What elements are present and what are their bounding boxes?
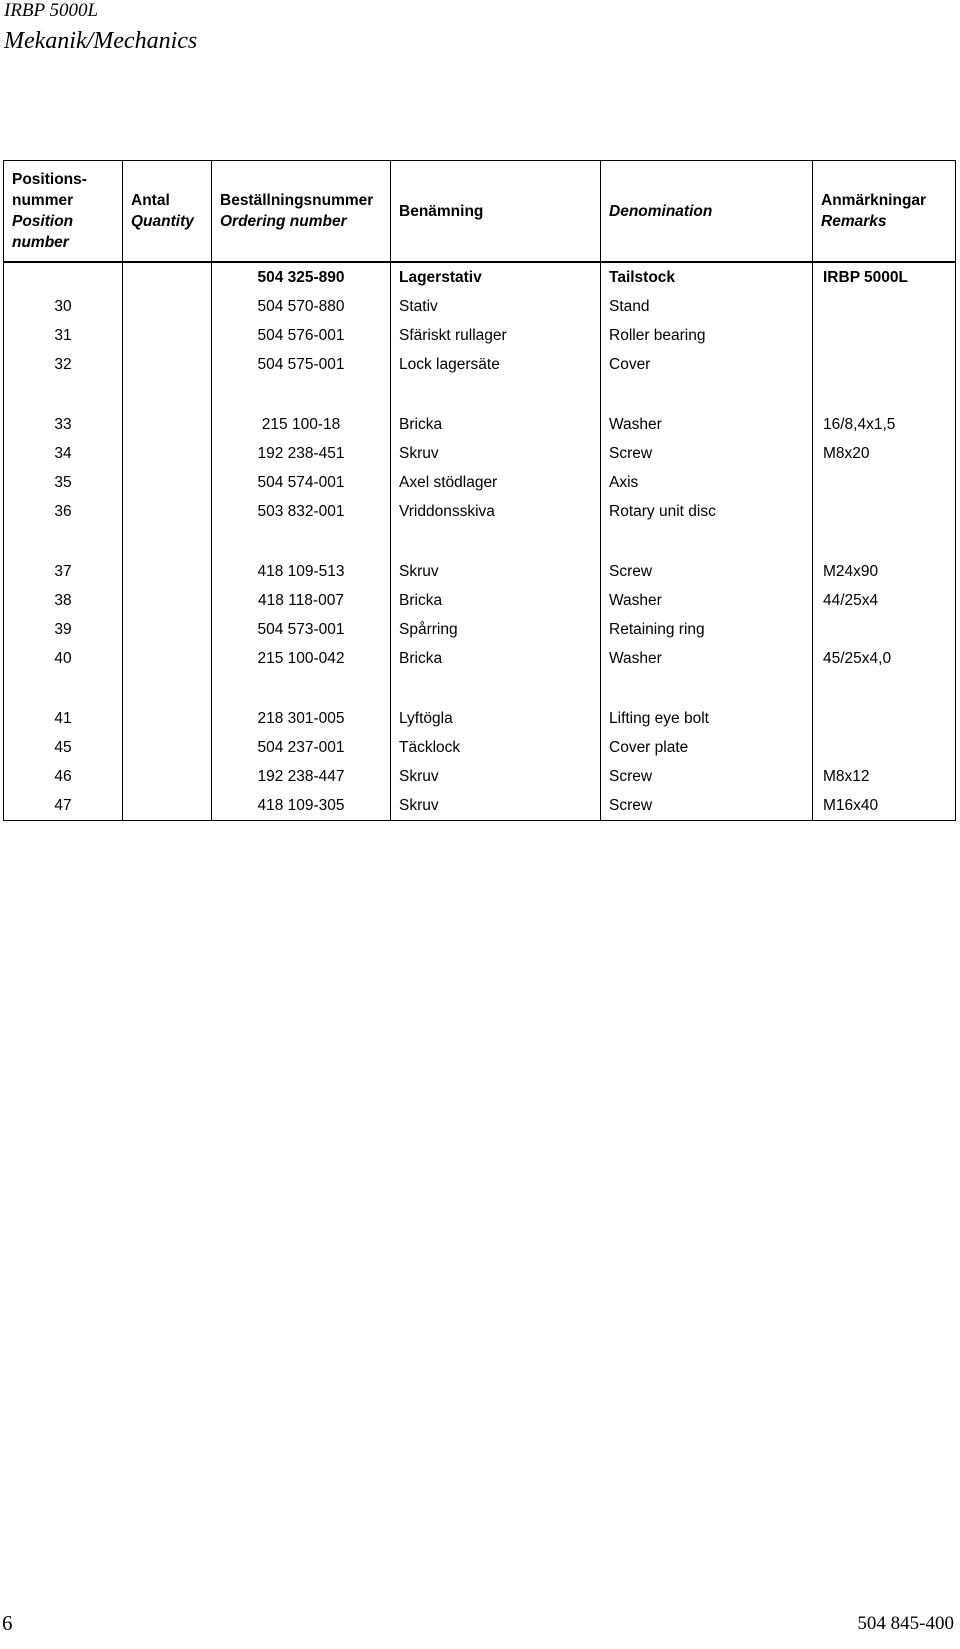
column-header-en: Remarks — [821, 213, 887, 230]
cell-denomination: Screw — [601, 762, 813, 791]
cell-ordering-number: 192 238-447 — [212, 762, 391, 791]
cell-ordering-number: 192 238-451 — [212, 439, 391, 468]
cell-benamning: Lagerstativ — [391, 262, 601, 292]
column-header-benamning — [391, 161, 601, 263]
cell-remarks: IRBP 5000L — [813, 262, 956, 292]
cell-remarks — [813, 497, 956, 526]
spacer-cell — [212, 379, 391, 410]
table-body — [4, 262, 956, 821]
table-row — [4, 644, 956, 673]
cell-denomination: Cover — [601, 350, 813, 379]
cell-position: 30 — [4, 292, 123, 321]
cell-remarks — [813, 615, 956, 644]
document-number: 504 845-400 — [857, 1613, 954, 1634]
cell-remarks — [813, 350, 956, 379]
table-row — [4, 733, 956, 762]
cell-ordering-number: 504 573-001 — [212, 615, 391, 644]
cell-quantity — [123, 292, 212, 321]
model-name: IRBP 5000L — [4, 0, 99, 21]
cell-denomination: Screw — [601, 557, 813, 586]
column-header-sv: Antal — [131, 192, 170, 209]
cell-remarks — [813, 292, 956, 321]
column-header-sv: Benämning — [399, 202, 484, 220]
cell-quantity — [123, 410, 212, 439]
cell-denomination: Washer — [601, 586, 813, 615]
spacer-cell — [123, 673, 212, 704]
cell-ordering-number: 504 237-001 — [212, 733, 391, 762]
table-row — [4, 439, 956, 468]
cell-benamning: Täcklock — [391, 733, 601, 762]
cell-ordering-number: 504 570-880 — [212, 292, 391, 321]
cell-benamning: Bricka — [391, 410, 601, 439]
cell-ordering-number: 504 575-001 — [212, 350, 391, 379]
spacer-cell — [4, 379, 123, 410]
cell-benamning: Skruv — [391, 791, 601, 821]
cell-remarks — [813, 704, 956, 733]
table-row — [4, 791, 956, 821]
table-row — [4, 410, 956, 439]
page-title: Mekanik/Mechanics — [4, 28, 198, 54]
cell-position: 38 — [4, 586, 123, 615]
cell-denomination: Cover plate — [601, 733, 813, 762]
column-header-en: Ordering number — [220, 213, 347, 230]
table-row — [4, 292, 956, 321]
spacer-cell — [391, 526, 601, 557]
cell-quantity — [123, 321, 212, 350]
cell-remarks — [813, 468, 956, 497]
table-spacer-row — [4, 673, 956, 704]
cell-benamning: Bricka — [391, 644, 601, 673]
cell-position: 32 — [4, 350, 123, 379]
cell-benamning: Sfäriskt rullager — [391, 321, 601, 350]
spacer-cell — [601, 379, 813, 410]
cell-position: 37 — [4, 557, 123, 586]
column-header-denomination — [601, 161, 813, 263]
spacer-cell — [601, 673, 813, 704]
cell-denomination: Screw — [601, 791, 813, 821]
table-row — [4, 350, 956, 379]
spacer-cell — [212, 673, 391, 704]
cell-position: 39 — [4, 615, 123, 644]
cell-benamning: Skruv — [391, 557, 601, 586]
table-row — [4, 557, 956, 586]
cell-benamning: Skruv — [391, 762, 601, 791]
cell-benamning: Lyftögla — [391, 704, 601, 733]
cell-ordering-number: 418 109-305 — [212, 791, 391, 821]
cell-denomination: Tailstock — [601, 262, 813, 292]
cell-remarks: M24x90 — [813, 557, 956, 586]
column-header-sv: Beställningsnummer — [220, 192, 374, 209]
column-header-sv: Anmärkningar — [821, 192, 927, 209]
cell-ordering-number: 504 576-001 — [212, 321, 391, 350]
cell-position: 46 — [4, 762, 123, 791]
table-row — [4, 497, 956, 526]
page-number: 6 — [2, 1611, 13, 1635]
spacer-cell — [212, 526, 391, 557]
cell-denomination: Washer — [601, 644, 813, 673]
cell-quantity — [123, 468, 212, 497]
table-header-row — [4, 161, 956, 263]
column-header-quantity — [123, 161, 212, 263]
column-header-position — [4, 161, 123, 263]
table-row — [4, 468, 956, 497]
cell-quantity — [123, 586, 212, 615]
cell-benamning: Spårring — [391, 615, 601, 644]
column-header-en: Quantity — [131, 213, 194, 230]
cell-remarks: M8x20 — [813, 439, 956, 468]
cell-quantity — [123, 497, 212, 526]
cell-position: 31 — [4, 321, 123, 350]
table-row — [4, 321, 956, 350]
cell-position: 47 — [4, 791, 123, 821]
cell-position: 33 — [4, 410, 123, 439]
cell-remarks: M16x40 — [813, 791, 956, 821]
cell-quantity — [123, 704, 212, 733]
cell-ordering-number: 215 100-18 — [212, 410, 391, 439]
cell-benamning: Skruv — [391, 439, 601, 468]
cell-denomination: Roller bearing — [601, 321, 813, 350]
cell-position: 40 — [4, 644, 123, 673]
cell-denomination: Retaining ring — [601, 615, 813, 644]
cell-position: 45 — [4, 733, 123, 762]
cell-position: 35 — [4, 468, 123, 497]
spacer-cell — [123, 526, 212, 557]
cell-quantity — [123, 644, 212, 673]
cell-position: 41 — [4, 704, 123, 733]
cell-quantity — [123, 350, 212, 379]
cell-denomination: Lifting eye bolt — [601, 704, 813, 733]
cell-denomination: Axis — [601, 468, 813, 497]
cell-benamning: Stativ — [391, 292, 601, 321]
cell-remarks — [813, 733, 956, 762]
cell-position: 36 — [4, 497, 123, 526]
table-row — [4, 615, 956, 644]
cell-quantity — [123, 762, 212, 791]
cell-quantity — [123, 557, 212, 586]
cell-ordering-number: 218 301-005 — [212, 704, 391, 733]
spacer-cell — [4, 673, 123, 704]
cell-denomination: Stand — [601, 292, 813, 321]
spacer-cell — [813, 379, 956, 410]
spacer-cell — [813, 526, 956, 557]
cell-position: 34 — [4, 439, 123, 468]
cell-benamning: Vriddonsskiva — [391, 497, 601, 526]
cell-quantity — [123, 615, 212, 644]
cell-remarks: 45/25x4,0 — [813, 644, 956, 673]
cell-denomination: Washer — [601, 410, 813, 439]
cell-denomination: Screw — [601, 439, 813, 468]
cell-benamning: Bricka — [391, 586, 601, 615]
column-header-ordering-number — [212, 161, 391, 263]
spacer-cell — [601, 526, 813, 557]
cell-quantity — [123, 791, 212, 821]
cell-ordering-number: 418 118-007 — [212, 586, 391, 615]
spacer-cell — [391, 673, 601, 704]
cell-ordering-number: 504 325-890 — [212, 262, 391, 292]
cell-ordering-number: 504 574-001 — [212, 468, 391, 497]
table-row — [4, 704, 956, 733]
cell-remarks: 16/8,4x1,5 — [813, 410, 956, 439]
cell-quantity — [123, 439, 212, 468]
table-row — [4, 586, 956, 615]
column-header-remarks — [813, 161, 956, 263]
spacer-cell — [813, 673, 956, 704]
cell-quantity — [123, 733, 212, 762]
column-header-sv: Positions- nummer — [12, 171, 87, 209]
table-spacer-row — [4, 379, 956, 410]
parts-table — [3, 160, 956, 821]
cell-remarks: 44/25x4 — [813, 586, 956, 615]
cell-denomination: Rotary unit disc — [601, 497, 813, 526]
cell-benamning: Axel stödlager — [391, 468, 601, 497]
cell-position — [4, 262, 123, 292]
cell-ordering-number: 215 100-042 — [212, 644, 391, 673]
table-spacer-row — [4, 526, 956, 557]
cell-ordering-number: 418 109-513 — [212, 557, 391, 586]
table-row — [4, 262, 956, 292]
table-row — [4, 762, 956, 791]
cell-quantity — [123, 262, 212, 292]
spacer-cell — [4, 526, 123, 557]
spacer-cell — [123, 379, 212, 410]
cell-remarks — [813, 321, 956, 350]
column-header-en: Denomination — [609, 202, 713, 220]
document-header — [4, 0, 197, 56]
cell-remarks: M8x12 — [813, 762, 956, 791]
cell-benamning: Lock lagersäte — [391, 350, 601, 379]
cell-ordering-number: 503 832-001 — [212, 497, 391, 526]
column-header-en: Position number — [12, 213, 74, 251]
spacer-cell — [391, 379, 601, 410]
